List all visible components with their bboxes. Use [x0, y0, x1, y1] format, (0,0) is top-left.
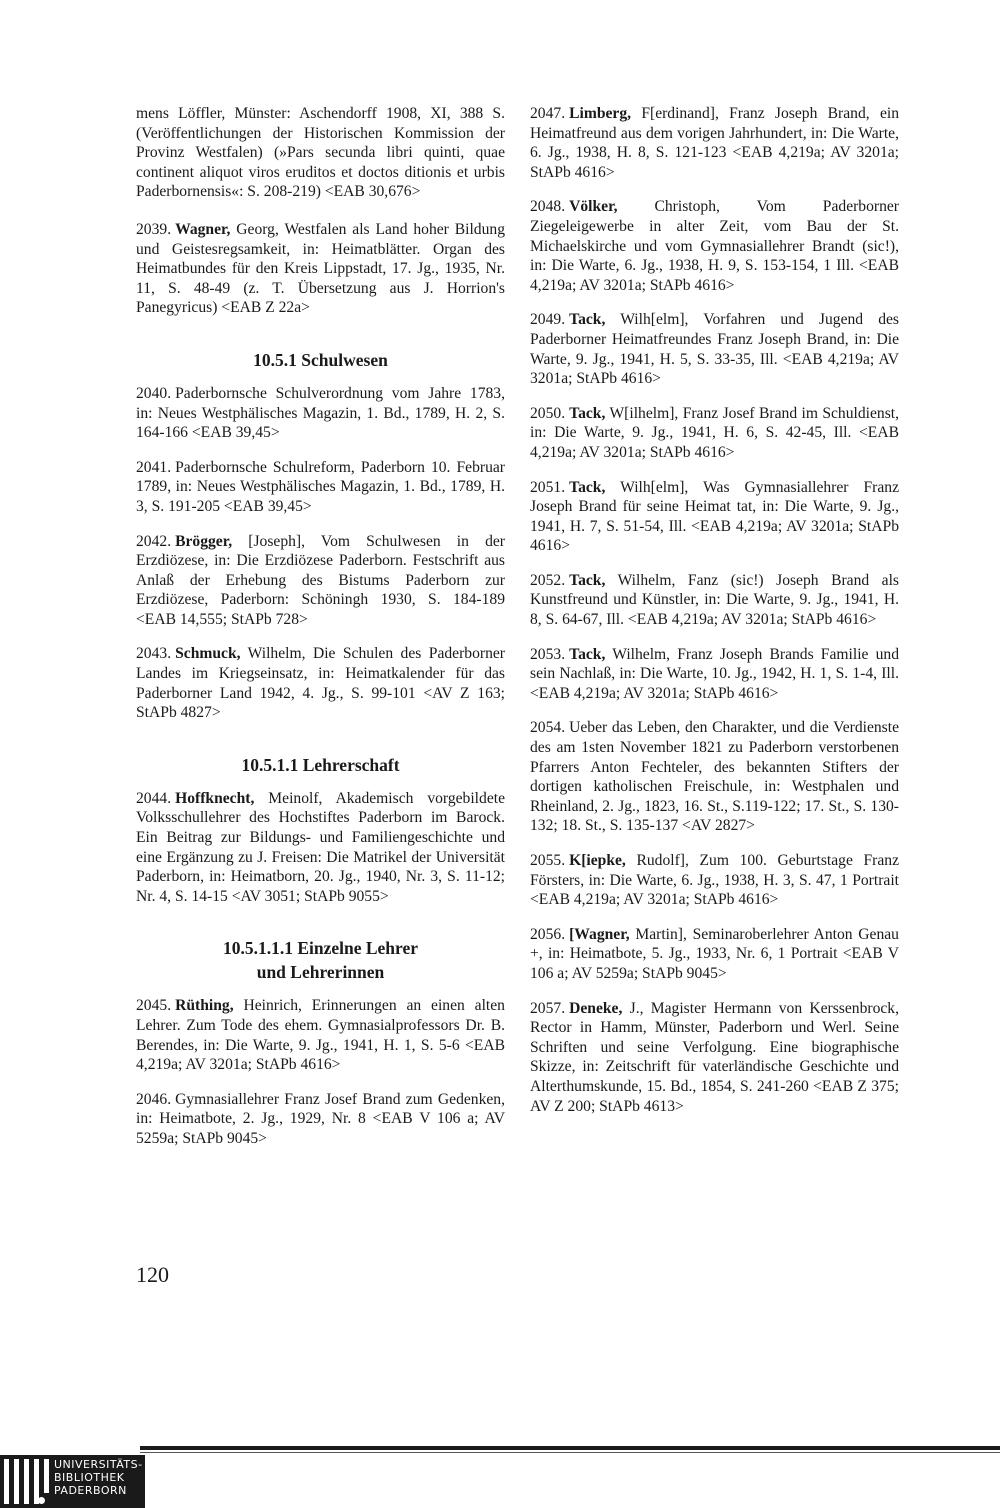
entry-continuation: mens Löffler, Münster: Aschendorff 1908, XI, 388 S. (Veröffentlichungen der Historischen Kommission der Provinz Westfalen) (»Pars secunda libri quinti, quae continent aliquot viros eruditos et doctos ditionis et urbis Paderbornensis«: S. 208-219) <EAB 30,676> [136, 105, 505, 201]
entry-number: 2044. [136, 789, 172, 807]
entry-2046 [136, 1090, 505, 1149]
entry-text: Wilh[elm], Vorfahren und Jugend des Paderborner Heimatfreundes Franz Joseph Brand, in: Die Warte, 9. Jg., 1941, H. 5, S. 33-35, Ill. <EAB 4,219a; AV 3201a; StAPb 4616> [530, 311, 900, 388]
entry-text: Meinolf, Akademisch vorgebildete Volksschullehrer des Hochstiftes Paderborn im Barock. Ein Beitrag zur Bildungs- und Familiengeschichte und eine Ergänzung zu J. Freisen: Die Matrikel der Universität Paderborn, in: Heimatborn, 20. Jg., 1940, Nr. 3, S. 11-12; Nr. 4, S. 14-15 <AV 3051; StAPb 9055> [136, 789, 505, 905]
right-column [530, 104, 899, 1131]
entry-2043 [136, 644, 505, 722]
entry-2040 [136, 384, 505, 443]
entry-number: 2054. [530, 719, 566, 737]
entry-author: Tack, [569, 404, 606, 422]
entry-number: 2045. [136, 997, 172, 1015]
entry-author: Wagner, [175, 220, 231, 238]
heading-line-1: 10.5.1.1.1 Einzelne Lehrer [222, 938, 419, 959]
entry-number: 2052. [530, 571, 566, 589]
entry-2039 [136, 220, 505, 318]
entry-author: Hoffknecht, [175, 789, 255, 807]
entry-author: [Wagner, [569, 925, 630, 943]
entry-number: 2039. [136, 220, 172, 238]
entry-author: Tack, [569, 478, 606, 496]
entry-number: 2056. [530, 925, 566, 943]
entry-number: 2050. [530, 404, 566, 422]
heading-line-2: und Lehrerinnen [256, 962, 385, 983]
entry-number: 2047. [530, 105, 566, 122]
entry-2042 [136, 532, 505, 630]
entry-number: 2055. [530, 852, 566, 869]
logo-line-2: BIBLIOTHEK [54, 1471, 125, 1484]
entry-2050 [530, 404, 899, 463]
logo-line-1: UNIVERSITÄTS- [54, 1458, 143, 1471]
library-logo [0, 1455, 145, 1508]
entry-text: F[erdinand], Franz Joseph Brand, ein Heimatfreund aus dem vorigen Jahrhundert, in: Die Warte, 6. Jg., 1938, H. 8, S. 121-123 <EAB 4,219a; AV 3201a; StAPb 4616> [530, 105, 899, 181]
entry-author: Brögger, [175, 532, 233, 550]
section-heading-einzelne-lehrer [136, 936, 505, 984]
entry-number: 2041. [136, 458, 172, 476]
page-number: 120 [136, 1262, 169, 1287]
entry-text: Wilhelm, Franz Joseph Brands Familie und sein Nachlaß, in: Die Warte, 10. Jg., 1942, H. 1, S. 1-4, Ill. <EAB 4,219a; AV 3201a; StAPb 4616> [530, 645, 899, 702]
entry-text: Wilhelm, Fanz (sic!) Joseph Brand als Kunstfreund und Künstler, in: Die Warte, 9. Jg., 1941, H. 8, S. 64-67, Ill. <EAB 4,219a; AV 3201a; StAPb 4616> [530, 571, 899, 629]
entry-number: 2048. [530, 198, 566, 216]
entry-text: Paderbornsche Schulreform, Paderborn 10. Februar 1789, in: Neues Westphälisches Magazin, 1. Bd., 1789, H. 3, S. 191-205 <EAB 39,45> [136, 458, 505, 515]
entry-number: 2042. [136, 532, 172, 550]
entry-text: [Joseph], Vom Schulwesen in der Erzdiözese, in: Die Erzdiözese Paderborn. Festschrift aus Anlaß der Erhebung des Bistums Paderborn zur Erzdiözese, Paderborn: Schöningh 1930, S. 184-189 <EAB 14,555; StAPb 728> [136, 532, 505, 628]
entry-number: 2049. [530, 311, 566, 329]
entry-text: Georg, Westfalen als Land hoher Bildung und Geistesregsamkeit, in: Heimatblätter. Organ des Heimatbundes für den Kreis Lippstadt, 17. Jg., 1935, Nr. 11, S. 48-49 (z. T. Übersetzung aus J. Horrion's Panegyricus) <EAB Z 22a> [136, 220, 505, 317]
section-heading-schulwesen: 10.5.1 Schulwesen [253, 349, 388, 370]
entry-text: Ueber das Leben, den Charakter, und die Verdienste des am 1sten November 1821 zu Paderborn verstorbenen Pfarrers Anton Fechteler, des bekannten Stifters der dortigen katholischen Freischule, in: Westphalen und Rheinland, 2. Jg., 1823, 16. St., S.119-122; 17. St., S. 130-132; 18. St., S. 135-137 <AV 2827> [530, 719, 899, 835]
entry-2052 [530, 571, 899, 630]
entry-2048 [530, 197, 899, 295]
entry-text: Heinrich, Erinnerungen an einen alten Lehrer. Zum Tode des ehem. Gymnasialprofessors Dr. B. Berendes, in: Die Warte, 9. Jg., 1941, H. 1, S. 5-6 <EAB 4,219a; AV 3201a; StAPb 4616> [136, 997, 505, 1074]
entry-author: Rüthing, [175, 997, 234, 1015]
entry-2047 [530, 104, 899, 182]
entry-text: Wilhelm, Die Schulen des Paderborner Landes im Kriegseinsatz, in: Heimatkalender für das Paderborner Land 1942, 4. Jg., S. 99-101 <AV Z 163; StAPb 4827> [136, 645, 505, 722]
entry-text: Wilh[elm], Was Gymnasiallehrer Franz Joseph Brand für seine Heimat tat, in: Die Warte, 9. Jg., 1941, H. 7, S. 51-54, Ill. <EAB 4,219a; AV 3201a; StAPb 4616> [530, 478, 899, 555]
entry-number: 2053. [530, 645, 566, 663]
entry-2051 [530, 478, 899, 556]
entry-2056 [530, 925, 899, 984]
entry-author: Deneke, [569, 999, 623, 1017]
entry-text: Gymnasiallehrer Franz Josef Brand zum Gedenken, in: Heimatbote, 2. Jg., 1929, Nr. 8 <EAB V 106 a; AV 5259a; StAPb 9045> [136, 1090, 505, 1147]
left-column [136, 104, 505, 1164]
entry-text: J., Magister Hermann von Kerssenbrock, Rector in Hamm, Münster, Paderborn und Werl. Seine Schriften und seine Verfolgung. Eine biographische Skizze, in: Zeitschrift für vaterländische Geschichte und Alterthumskunde, 15. Bd., 1854, S. 241-260 <EAB Z 375; AV Z 200; StAPb 4613> [530, 999, 899, 1115]
entry-author: Limberg, [569, 105, 632, 122]
entry-author: K[iepke, [569, 852, 626, 869]
entry-2053 [530, 645, 899, 704]
entry-author: Völker, [569, 198, 618, 216]
entry-2055 [530, 851, 899, 910]
logo-dot-icon [38, 1497, 45, 1504]
entry-text: Rudolf], Zum 100. Geburtstage Franz Försters, in: Die Warte, 6. Jg., 1938, H. 3, S. 47, 1 Portrait <EAB 4,219a; AV 3201a; StAPb 4616> [530, 852, 899, 909]
entry-2045 [136, 996, 505, 1074]
entry-number: 2057. [530, 999, 566, 1017]
entry-author: Tack, [569, 645, 606, 663]
entry-2049 [530, 310, 899, 388]
section-heading-lehrerschaft: 10.5.1.1 Lehrerschaft [241, 754, 400, 775]
footer-rule-thick [140, 1446, 1000, 1450]
logo-line-3: PADERBORN [54, 1484, 127, 1497]
entry-text: Paderbornsche Schulverordnung vom Jahre 1783, in: Neues Westphälisches Magazin, 1. Bd., 1789, H. 2, S. 164-166 <EAB 39,45> [136, 384, 505, 442]
entry-author: Tack, [569, 311, 606, 329]
entry-text: Martin], Seminaroberlehrer Anton Genau +, in: Heimatbote, 5. Jg., 1933, Nr. 6, 1 Portrait <EAB V 106 a; AV 5259a; StAPb 9045> [530, 925, 899, 982]
entry-2044 [136, 789, 505, 907]
entry-author: Tack, [569, 571, 606, 589]
entry-text: Christoph, Vom Paderborner Ziegeleigewerbe in alter Zeit, vom Bau der St. Michaelskirche und vom Gymnasiallehrer Brandt (sic!), in: Die Warte, 6. Jg., 1938, H. 9, S. 153-154, 1 Ill. <EAB 4,219a; AV 3201a; StAPb 4616> [530, 198, 899, 294]
entry-author: Schmuck, [175, 645, 241, 663]
entry-2057 [530, 999, 899, 1117]
entry-text: W[ilhelm], Franz Josef Brand im Schuldienst, in: Die Warte, 9. Jg., 1941, H. 6, S. 42-45, Ill. <EAB 4,219a; AV 3201a; StAPb 4616> [530, 404, 899, 461]
entry-2054 [530, 718, 899, 836]
entry-2041 [136, 458, 505, 517]
logo-text [54, 1458, 143, 1497]
entry-number: 2043. [136, 645, 172, 663]
entry-number: 2051. [530, 478, 566, 496]
entry-number: 2046. [136, 1090, 172, 1108]
footer-rule-thin [140, 1452, 1000, 1453]
entry-number: 2040. [136, 384, 172, 402]
